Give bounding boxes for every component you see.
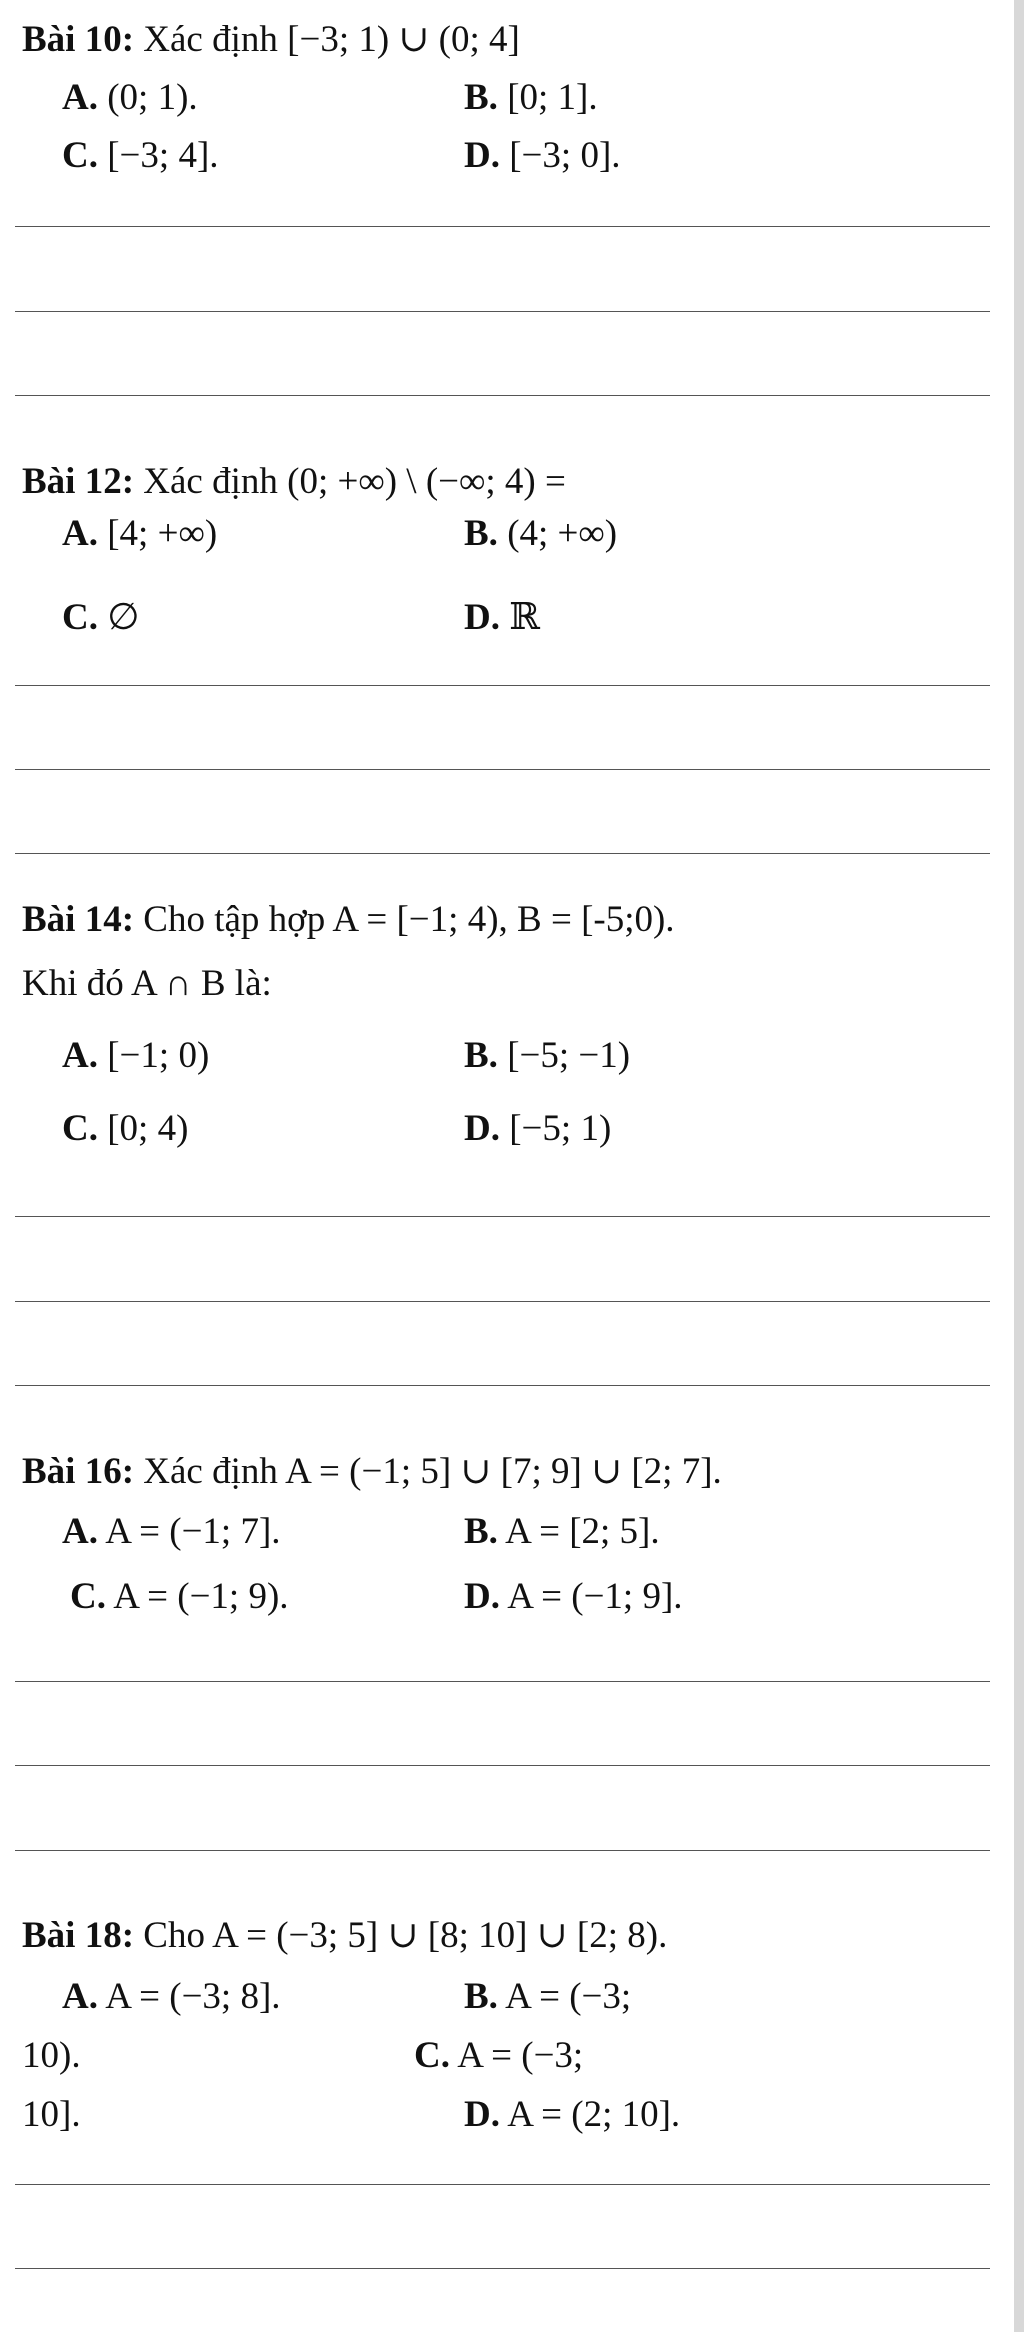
problem-12-number: Bài 12: xyxy=(22,461,135,502)
problem-10-number: Bài 10: xyxy=(22,19,135,60)
problem-14-prompt-continued: Khi đó A ∩ B là: xyxy=(22,963,272,1004)
answer-line xyxy=(15,311,990,312)
answer-line xyxy=(15,1301,990,1302)
problem-10-option-b[interactable]: B. [0; 1]. xyxy=(464,77,598,118)
problem-16-option-a[interactable]: A. A = (−1; 7]. xyxy=(62,1511,281,1552)
problem-14-option-c[interactable]: C. [0; 4) xyxy=(62,1108,189,1149)
problem-10-option-a[interactable]: A. (0; 1). xyxy=(62,77,198,118)
answer-line xyxy=(15,395,990,396)
problem-18-heading xyxy=(22,1914,667,1958)
problem-10-option-d[interactable]: D. [−3; 0]. xyxy=(464,135,621,176)
problem-18-option-c-continued: 10]. xyxy=(22,2094,81,2135)
problem-16-number: Bài 16: xyxy=(22,1451,135,1492)
answer-line xyxy=(15,853,990,854)
problem-10-prompt: Xác định [−3; 1) ∪ (0; 4] xyxy=(143,19,520,60)
answer-line xyxy=(15,1850,990,1851)
problem-18-option-b[interactable]: B. A = (−3; xyxy=(464,1976,632,2017)
problem-18-option-c[interactable]: C. A = (−3; xyxy=(414,2035,584,2076)
problem-14-prompt: Cho tập hợp A = [−1; 4), B = [-5;0). xyxy=(143,899,675,940)
problem-14-option-d[interactable]: D. [−5; 1) xyxy=(464,1108,612,1149)
problem-12-option-c[interactable]: C. ∅ xyxy=(62,597,140,638)
answer-line xyxy=(15,2268,990,2269)
problem-18-number: Bài 18: xyxy=(22,1915,135,1956)
problem-14-option-a[interactable]: A. [−1; 0) xyxy=(62,1035,210,1076)
answer-line xyxy=(15,769,990,770)
answer-line xyxy=(15,1681,990,1682)
problem-14-heading xyxy=(22,898,675,942)
problem-10-heading xyxy=(22,18,520,62)
answer-line xyxy=(15,226,990,227)
problem-18-option-b-continued: 10). xyxy=(22,2035,81,2076)
problem-12-option-d[interactable]: D. ℝ xyxy=(464,597,540,638)
problem-18-prompt: Cho A = (−3; 5] ∪ [8; 10] ∪ [2; 8). xyxy=(143,1915,668,1956)
problem-10-option-c[interactable]: C. [−3; 4]. xyxy=(62,135,219,176)
answer-line xyxy=(15,2184,990,2185)
problem-16-option-d[interactable]: D. A = (−1; 9]. xyxy=(464,1576,683,1617)
answer-line xyxy=(15,1385,990,1386)
problem-16-option-b[interactable]: B. A = [2; 5]. xyxy=(464,1511,660,1552)
problem-16-heading xyxy=(22,1450,722,1494)
problem-12-prompt: Xác định (0; +∞) \ (−∞; 4) = xyxy=(143,461,566,502)
problem-14-option-b[interactable]: B. [−5; −1) xyxy=(464,1035,631,1076)
problem-18-option-a[interactable]: A. A = (−3; 8]. xyxy=(62,1976,281,2017)
problem-12-option-a[interactable]: A. [4; +∞) xyxy=(62,513,218,554)
answer-line xyxy=(15,685,990,686)
problem-18-option-d[interactable]: D. A = (2; 10]. xyxy=(464,2094,681,2135)
problem-12-option-b[interactable]: B. (4; +∞) xyxy=(464,513,618,554)
answer-line xyxy=(15,1765,990,1766)
page-edge-shadow xyxy=(1014,0,1024,2332)
problem-16-option-c[interactable]: C. A = (−1; 9). xyxy=(70,1576,289,1617)
problem-16-prompt: Xác định A = (−1; 5] ∪ [7; 9] ∪ [2; 7]. xyxy=(143,1451,722,1492)
answer-line xyxy=(15,1216,990,1217)
problem-14-number: Bài 14: xyxy=(22,899,135,940)
problem-12-heading xyxy=(22,460,566,504)
